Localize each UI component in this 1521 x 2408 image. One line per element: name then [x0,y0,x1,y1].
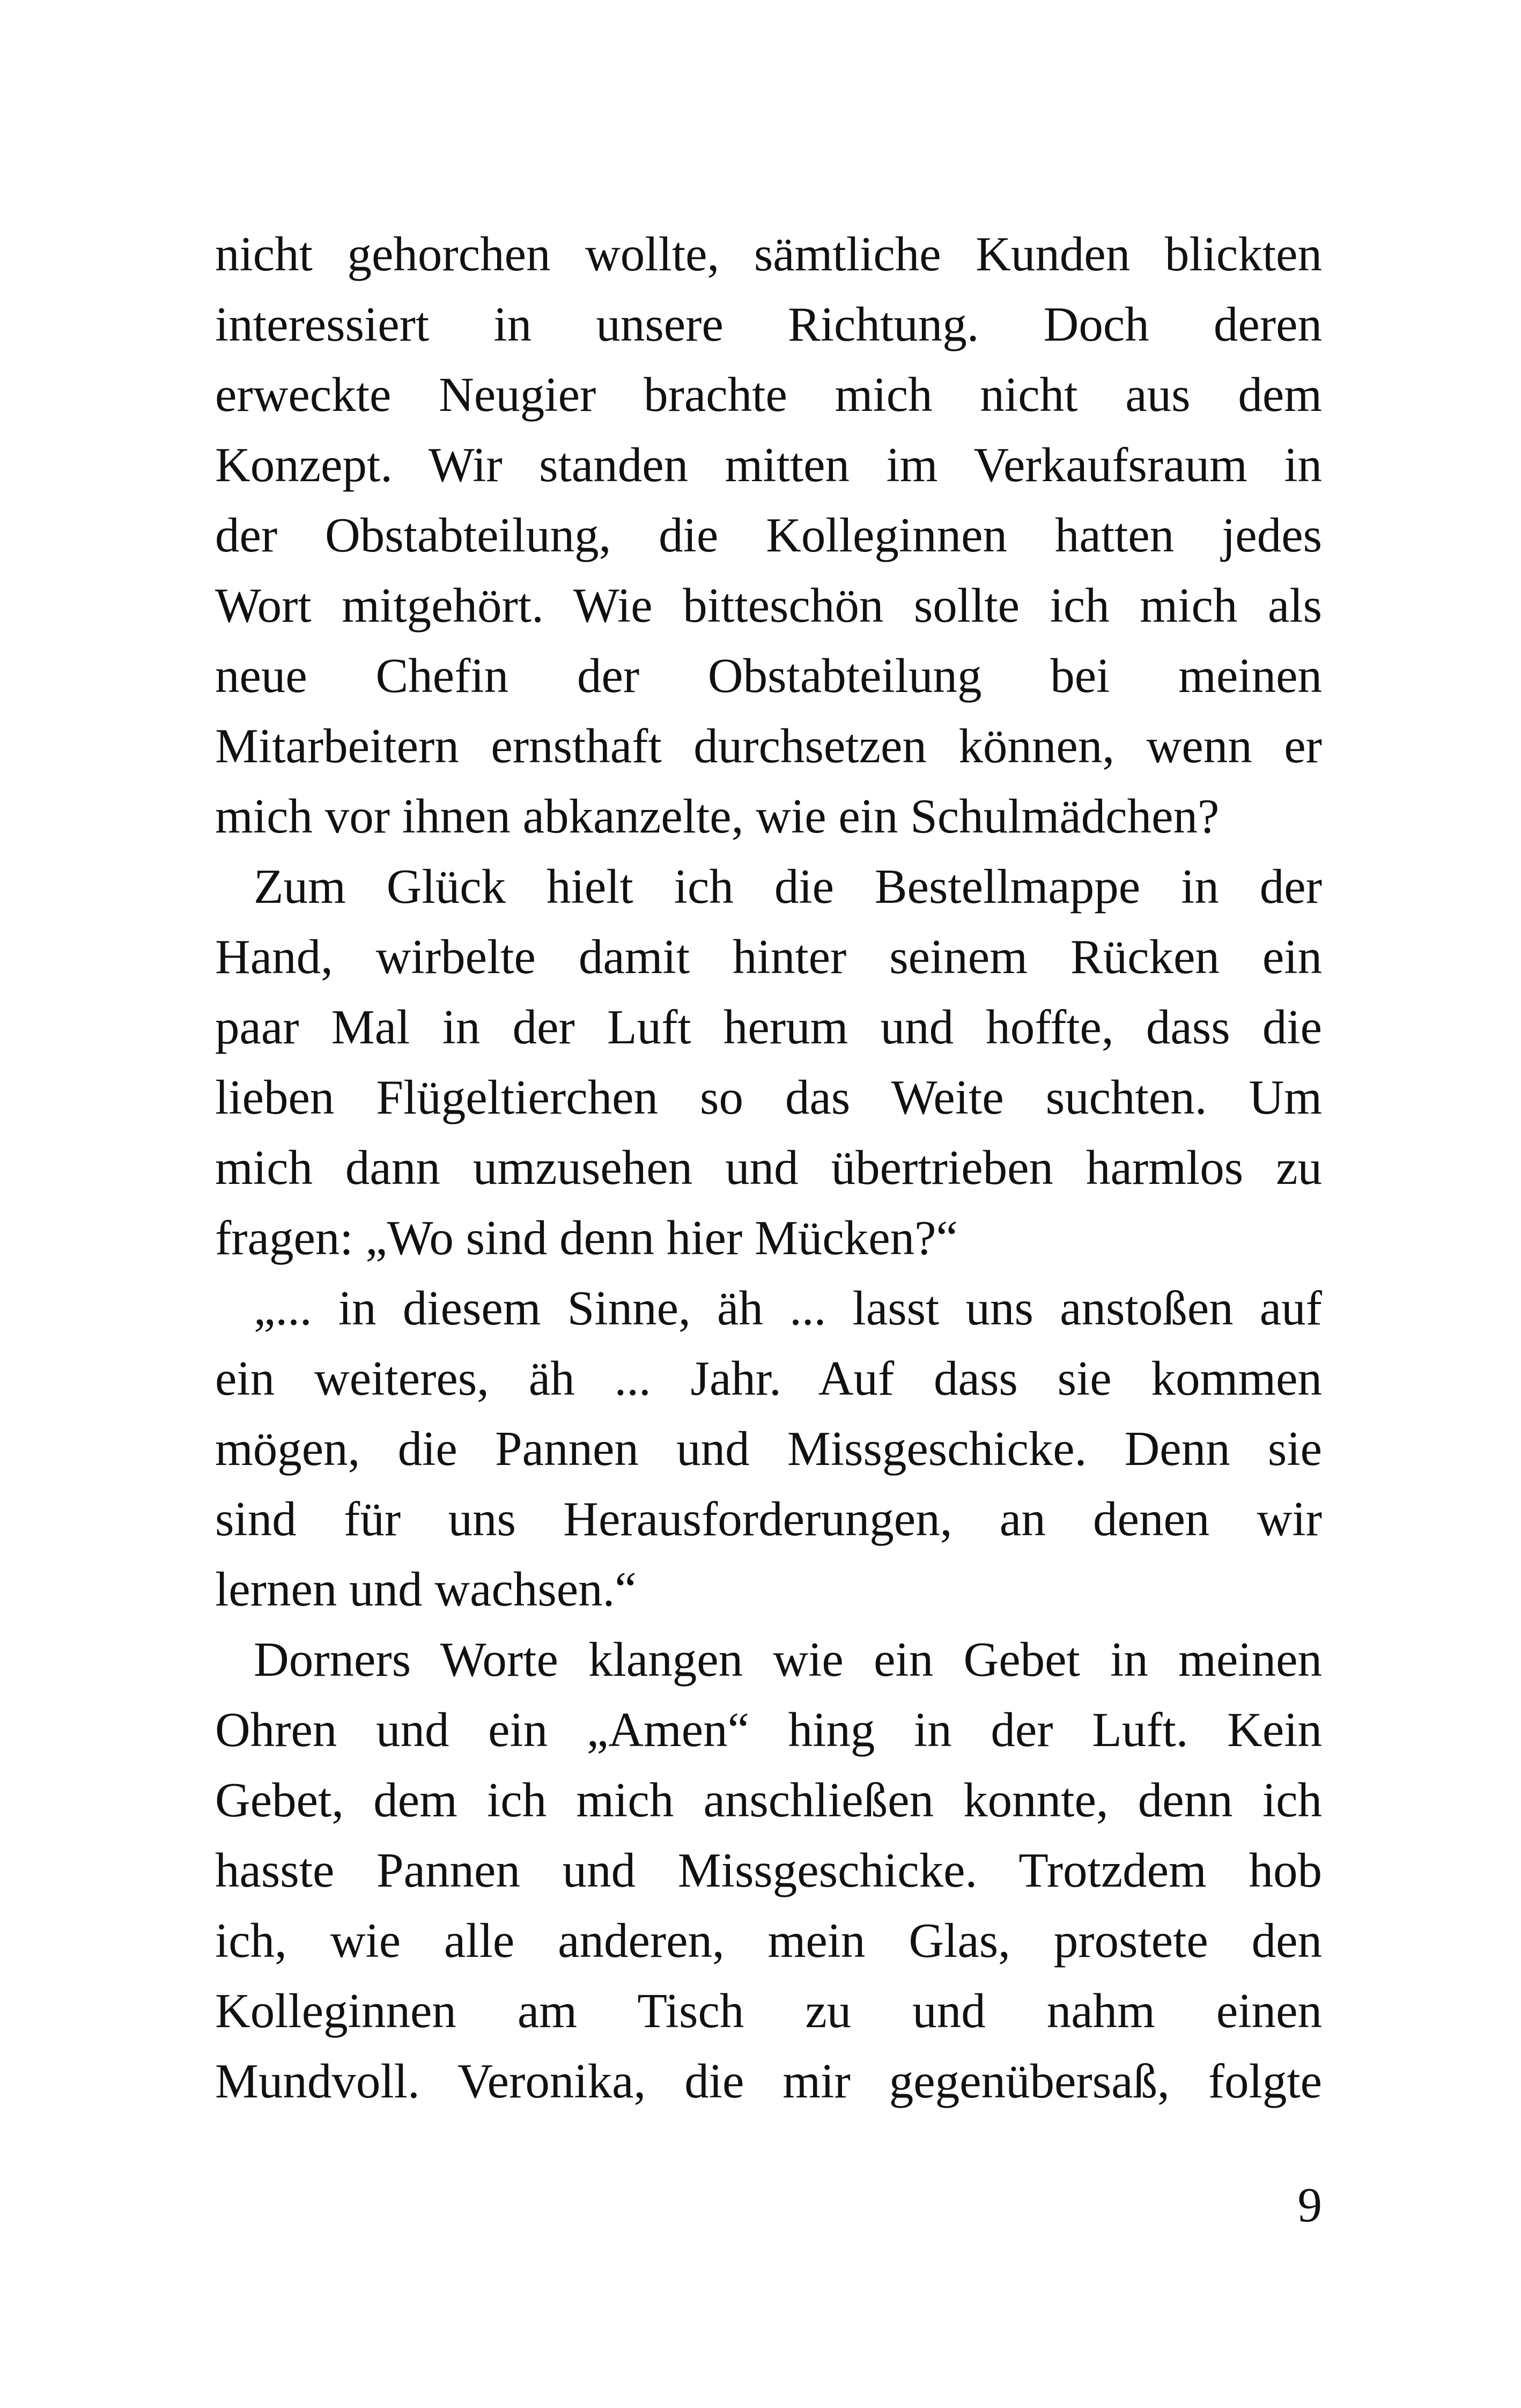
text-line: sind für uns Herausforderungen, an denen wir [215,1492,1322,1546]
page-number: 9 [1297,2178,1322,2232]
text-line: mich vor ihnen abkanzelte, wie ein Schulmädchen? [215,789,1220,843]
text-line: erweckte Neugier brachte mich nicht aus dem [215,367,1322,422]
text-line: lernen und wachsen.“ [215,1562,637,1616]
text-line: „... in diesem Sinne, äh ... lasst uns anstoßen auf [254,1281,1322,1335]
paragraph [215,851,1322,1273]
paragraph [215,1273,1322,1624]
text-line: der Obstabteilung, die Kolleginnen hatten jedes [215,508,1322,562]
text-line: mich dann umzusehen und übertrieben harmlos zu [215,1140,1322,1195]
text-line: ich, wie alle anderen, mein Glas, prostete den [215,1913,1322,1968]
paragraph [215,1624,1322,2116]
text-line: Konzept. Wir standen mitten im Verkaufsraum in [215,438,1322,492]
paragraph [215,219,1322,851]
text-line: Zum Glück hielt ich die Bestellmappe in der [254,859,1322,914]
text-line: neue Chefin der Obstabteilung bei meinen [215,649,1322,703]
text-line: Hand, wirbelte damit hinter seinem Rücken ein [215,930,1322,984]
text-line: lieben Flügeltierchen so das Weite suchten. Um [215,1070,1322,1124]
text-line: interessiert in unsere Richtung. Doch deren [215,297,1322,351]
text-line: Kolleginnen am Tisch zu und nahm einen [215,1984,1322,2038]
text-line: paar Mal in der Luft herum und hoffte, dass die [215,1000,1322,1054]
text-line: nicht gehorchen wollte, sämtliche Kunden blickten [215,227,1322,281]
body-text [215,219,1322,2116]
text-line: mögen, die Pannen und Missgeschicke. Denn sie [215,1422,1322,1476]
text-line: hasste Pannen und Missgeschicke. Trotzdem hob [215,1843,1322,1897]
text-line: fragen: „Wo sind denn hier Mücken?“ [215,1211,958,1265]
text-line: Dorners Worte klangen wie ein Gebet in meinen [254,1632,1322,1687]
text-line: Mitarbeitern ernsthaft durchsetzen können, wenn er [215,719,1322,773]
text-line: Ohren und ein „Amen“ hing in der Luft. Kein [215,1703,1322,1757]
text-line: Gebet, dem ich mich anschließen konnte, denn ich [215,1773,1322,1827]
text-line: Wort mitgehört. Wie bitteschön sollte ich mich als [215,578,1322,632]
text-line: ein weiteres, äh ... Jahr. Auf dass sie kommen [215,1351,1322,1405]
text-line: Mundvoll. Veronika, die mir gegenübersaß, folgte [215,2054,1322,2108]
